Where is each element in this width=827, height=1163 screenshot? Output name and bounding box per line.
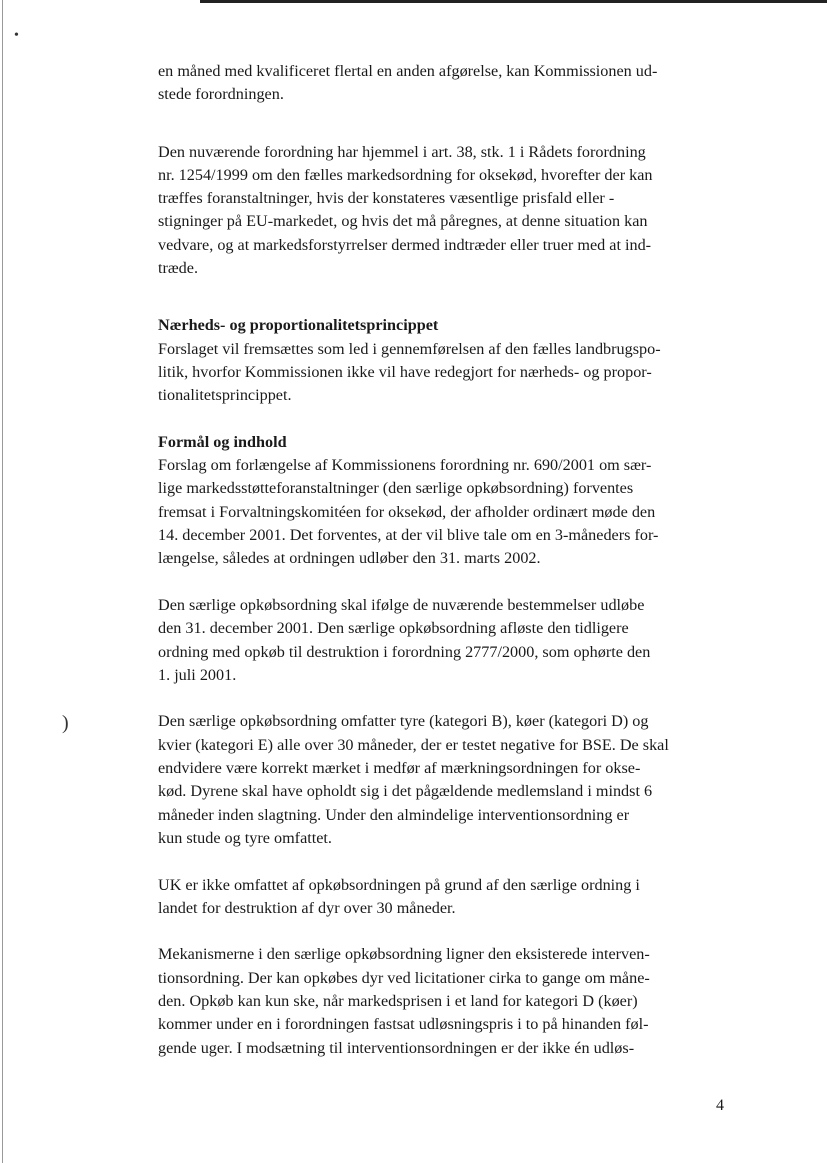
paragraph-2 bbox=[158, 141, 732, 281]
text-line: lige markedsstøtteforanstaltninger (den særlige opkøbsordning) forventes bbox=[158, 479, 634, 498]
text-line: UK er ikke omfattet af opkøbsordningen på grund af den særlige ordning i bbox=[158, 875, 640, 894]
text-line: tionalitetsprincippet. bbox=[158, 386, 292, 405]
text-line: træffes foranstaltninger, hvis der konstateres væsentlige prisfald eller - bbox=[158, 189, 615, 208]
text-line: litik, hvorfor Kommissionen ikke vil have redegjort for nærheds- og propor- bbox=[158, 362, 652, 381]
paragraph-8 bbox=[158, 943, 732, 1059]
document-page bbox=[158, 60, 732, 1083]
text-line: 14. december 2001. Det forventes, at der vil blive tale om en 3-måneders for- bbox=[158, 526, 659, 545]
text-line: nr. 1254/1999 om den fælles markedsordning for oksekød, hvorefter der kan bbox=[158, 165, 653, 184]
text-line: en måned med kvalificeret flertal en anden afgørelse, kan Kommissionen ud- bbox=[158, 62, 658, 80]
page-number: 4 bbox=[716, 1097, 724, 1114]
text-line: Den nuværende forordning har hjemmel i art. 38, stk. 1 i Rådets forordning bbox=[158, 142, 646, 161]
text-line: stigninger på EU-markedet, og hvis det må påregnes, at denne situation kan bbox=[158, 212, 648, 231]
text-line: den. Opkøb kan kun ske, når markedsprisen i et land for kategori D (køer) bbox=[158, 991, 638, 1010]
text-line: tionsordning. Der kan opkøbes dyr ved licitationer cirka to gange om måne- bbox=[158, 968, 650, 987]
text-line: kun stude og tyre omfattet. bbox=[158, 828, 332, 847]
paragraph-1 bbox=[158, 60, 732, 107]
section-formaal bbox=[158, 431, 732, 571]
text-line: gende uger. I modsætning til interventionsordningen er der ikke én udløs- bbox=[158, 1038, 635, 1057]
text-line: Den særlige opkøbsordning omfatter tyre (kategori B), køer (kategori D) og bbox=[158, 712, 649, 731]
margin-mark-paren: ) bbox=[62, 712, 69, 734]
paragraph-5 bbox=[158, 594, 732, 687]
text-line: landet for destruktion af dyr over 30 måneder. bbox=[158, 898, 456, 917]
text-line: Mekanismerne i den særlige opkøbsordning ligner den eksisterede interven- bbox=[158, 945, 650, 964]
text-line: måneder inden slagtning. Under den almindelige interventionsordning er bbox=[158, 805, 630, 824]
scan-left-edge bbox=[2, 0, 3, 1163]
text-line: kød. Dyrene skal have opholdt sig i det pågældende medlemsland i mindst 6 bbox=[158, 782, 653, 801]
text-line: kommer under en i forordningen fastsat udløsningspris i to på hinanden føl- bbox=[158, 1015, 649, 1034]
text-line: Forslag om forlængelse af Kommissionens forordning nr. 690/2001 om sær- bbox=[158, 456, 652, 475]
paragraph-6 bbox=[158, 710, 732, 850]
top-rule bbox=[200, 0, 827, 3]
text-line: endvidere være korrekt mærket i medfør af mærkningsordningen for okse- bbox=[158, 759, 641, 778]
text-line: ordning med opkøb til destruktion i forordning 2777/2000, som ophørte den bbox=[158, 642, 651, 661]
text-line: 1. juli 2001. bbox=[158, 665, 237, 684]
section-naerhed bbox=[158, 314, 732, 407]
text-line: længelse, således at ordningen udløber den 31. marts 2002. bbox=[158, 549, 541, 568]
text-line: kvier (kategori E) alle over 30 måneder, der er testet negative for BSE. De skal bbox=[158, 735, 669, 754]
section-heading: Nærheds- og proportionalitetsprincippet bbox=[158, 316, 439, 335]
text-line: den 31. december 2001. Den særlige opkøbsordning afløste den tidligere bbox=[158, 619, 629, 638]
margin-mark-dot: • bbox=[14, 28, 19, 43]
text-line: fremsat i Forvaltningskomitéen for oksekød, der afholder ordinært møde den bbox=[158, 502, 656, 521]
text-line: Forslaget vil fremsættes som led i gennemførelsen af den fælles landbrugspo- bbox=[158, 339, 661, 358]
section-heading: Formål og indhold bbox=[158, 432, 287, 451]
text-line: Den særlige opkøbsordning skal ifølge de nuværende bestemmelser udløbe bbox=[158, 595, 645, 614]
text-line: træde. bbox=[158, 259, 199, 278]
text-line: vedvare, og at markedsforstyrrelser dermed indtræder eller truer med at ind- bbox=[158, 235, 652, 254]
text-line: stede forordningen. bbox=[158, 85, 284, 104]
paragraph-7 bbox=[158, 874, 732, 921]
